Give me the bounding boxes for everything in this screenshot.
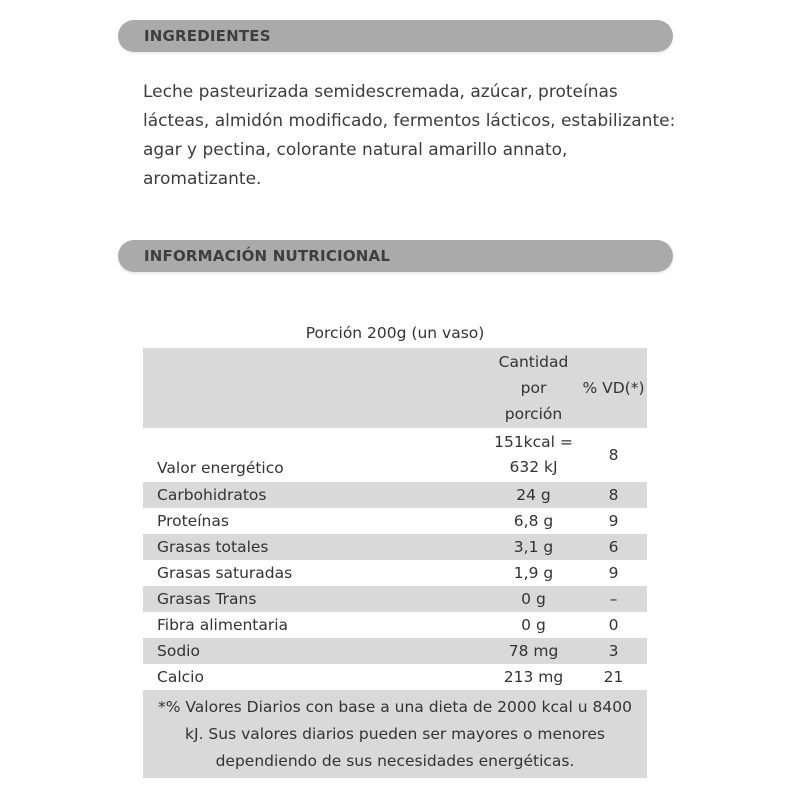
nutrition-title: INFORMACIÓN NUTRICIONAL [144, 247, 391, 265]
table-row [143, 508, 647, 534]
nutrient-vd: 3 [580, 638, 647, 664]
nutrient-quantity: 78 mg [487, 638, 580, 664]
table-row [143, 638, 647, 664]
nutrient-name: Calcio [157, 668, 204, 686]
nutrient-name: Grasas Trans [143, 586, 487, 612]
nutrient-quantity: 24 g [487, 482, 580, 508]
table-row [143, 428, 647, 482]
nutrient-quantity: 1,9 g [513, 564, 554, 582]
nutrient-vd: – [580, 586, 647, 612]
nutrient-vd: 6 [580, 534, 647, 560]
energy-kj: 632 kJ [509, 458, 558, 476]
table-row [143, 534, 647, 560]
nutrient-vd: 9 [608, 564, 619, 582]
nutrient-vd: 8 [608, 446, 619, 464]
header-quantity-line2: por [520, 379, 547, 397]
nutrient-vd: 9 [608, 512, 619, 530]
ingredients-header-bar [118, 20, 673, 52]
nutrient-quantity: 0 g [521, 616, 546, 634]
nutrient-quantity: 0 g [487, 586, 580, 612]
header-quantity [487, 348, 580, 428]
nutrition-table [143, 348, 647, 778]
nutrition-header-bar [118, 240, 673, 272]
nutrient-vd: 21 [603, 668, 624, 686]
nutrient-quantity: 3,1 g [487, 534, 580, 560]
footnote-row [143, 690, 647, 778]
portion-size: Porción 200g (un vaso) [305, 324, 485, 342]
header-quantity-line3: porción [504, 405, 563, 423]
table-header-row [143, 348, 647, 428]
table-row [143, 560, 647, 586]
table-row [143, 482, 647, 508]
header-empty-cell [143, 348, 487, 428]
nutrient-vd: 0 [608, 616, 619, 634]
footnote-text: *% Valores Diarios con base a una dieta de 2000 kcal u 8400 kJ. Sus valores diarios pueden ser mayores o menores dependiendo de sus necesidades energéticas. [143, 690, 647, 778]
energy-kcal: 151kcal = [494, 433, 573, 451]
nutrient-quantity: 213 mg [503, 668, 564, 686]
nutrient-name: Fibra alimentaria [157, 616, 289, 634]
nutrient-quantity: 6,8 g [513, 512, 554, 530]
header-vd: % VD(*) [580, 348, 647, 428]
nutrient-name: Grasas totales [143, 534, 487, 560]
nutrient-vd: 8 [580, 482, 647, 508]
table-row [143, 664, 647, 690]
nutrient-name: Carbohidratos [143, 482, 487, 508]
header-quantity-line1: Cantidad [498, 353, 569, 371]
nutrient-name: Proteínas [157, 512, 229, 530]
ingredients-title: INGREDIENTES [144, 27, 271, 45]
nutrient-quantity [487, 428, 580, 482]
table-row [143, 586, 647, 612]
ingredients-text: Leche pasteurizada semidescremada, azúcar, proteínas lácteas, almidón modificado, fermentos lácticos, estabilizante: agar y pectina, colorante natural amarillo annato, aromatizante. [143, 82, 676, 189]
nutrient-name: Grasas saturadas [157, 564, 293, 582]
table-row [143, 612, 647, 638]
nutrient-name: Valor energético [157, 459, 284, 477]
nutrient-name: Sodio [143, 638, 487, 664]
